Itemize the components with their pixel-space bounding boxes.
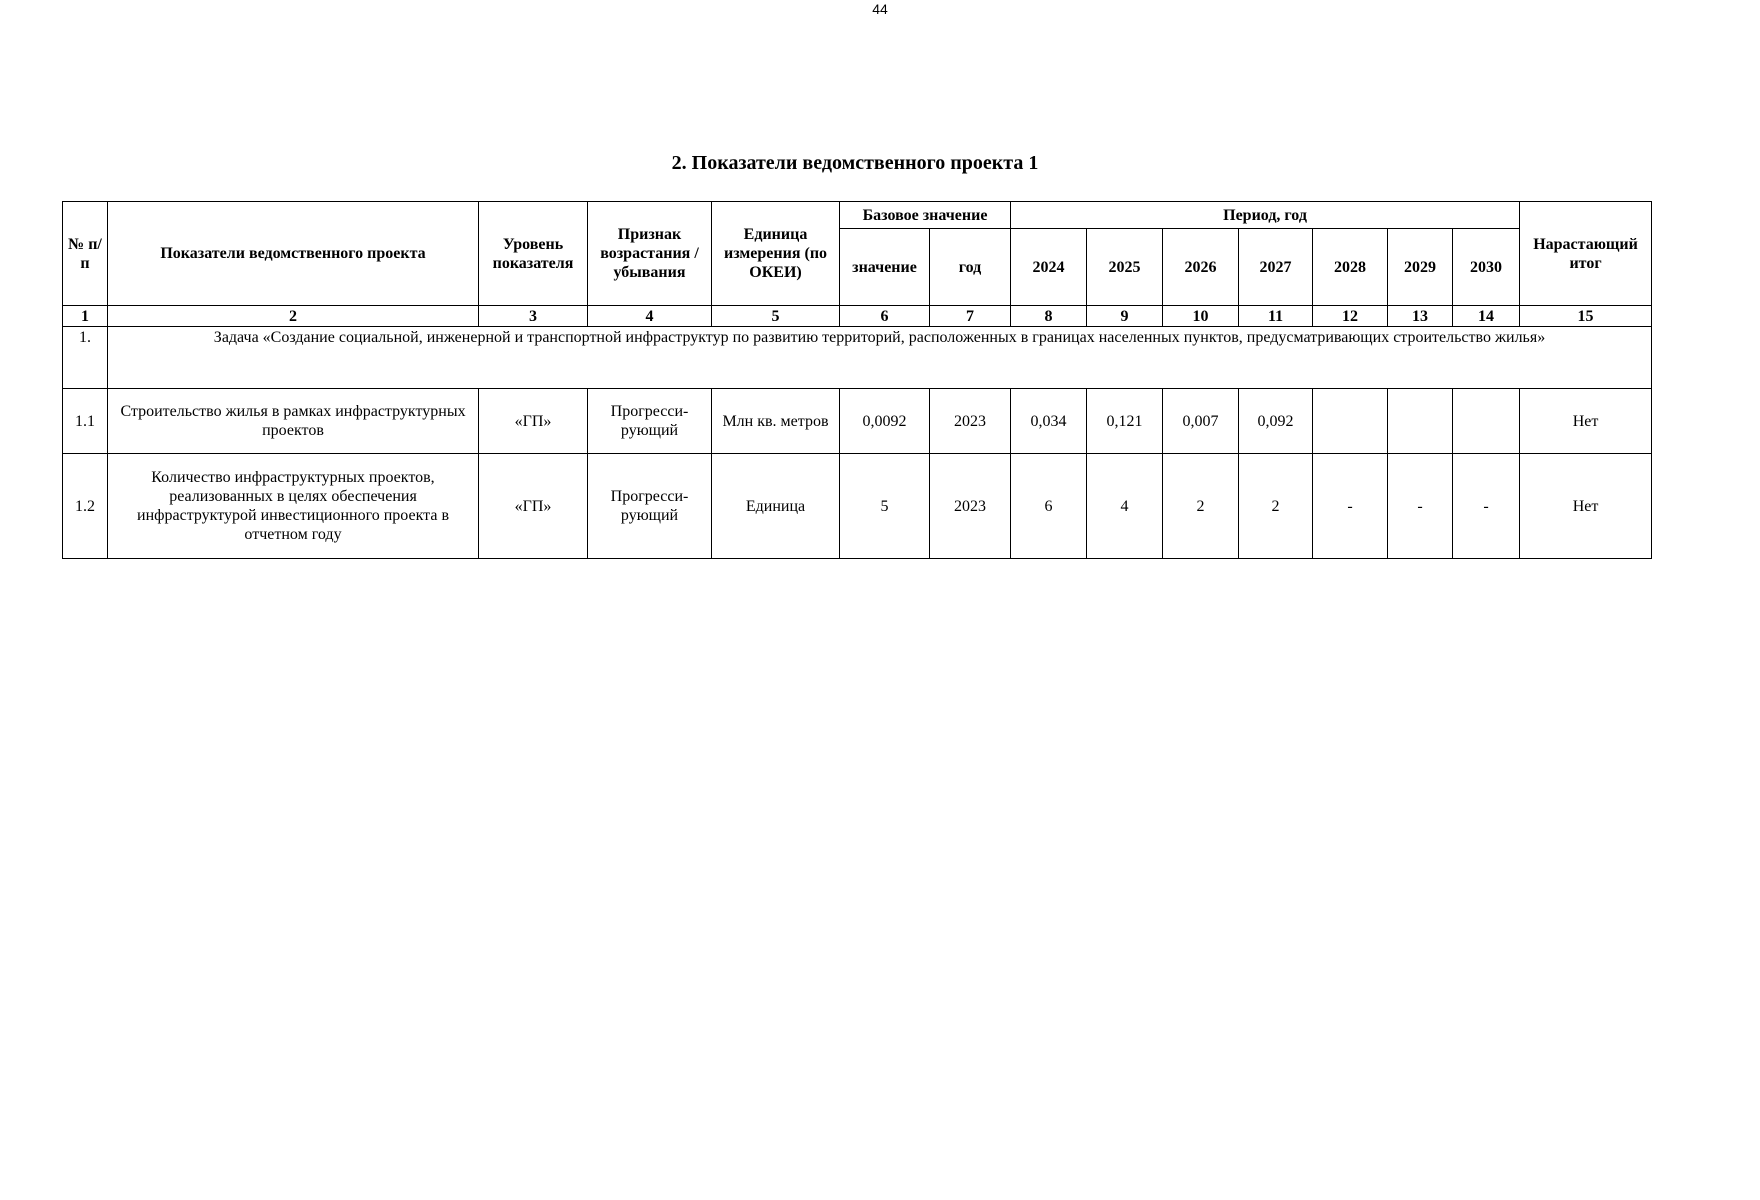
page-number: 44 [872, 1, 888, 17]
indicator-name: Строительство жилья в рамках инфраструктурных проектов [108, 389, 479, 454]
header-period-group: Период, год [1011, 202, 1520, 229]
value-2027: 0,092 [1239, 389, 1313, 454]
header-year-2027: 2027 [1239, 229, 1313, 306]
value-2028: - [1313, 454, 1388, 559]
header-unit: Единица измерения (по ОКЕИ) [712, 202, 840, 306]
column-number: 15 [1520, 306, 1652, 327]
header-year-2028: 2028 [1313, 229, 1388, 306]
indicator-sign: Прогресси-рующий [588, 389, 712, 454]
header-base-value: значение [840, 229, 930, 306]
row-number: 1.2 [63, 454, 108, 559]
column-number-row [63, 306, 1652, 327]
base-value: 5 [840, 454, 930, 559]
cumulative-total: Нет [1520, 454, 1652, 559]
indicator-level: «ГП» [479, 454, 588, 559]
indicators-table [62, 201, 1652, 559]
value-2030: - [1453, 454, 1520, 559]
header-level: Уровень показателя [479, 202, 588, 306]
header-row [63, 202, 1652, 229]
header-year-2029: 2029 [1388, 229, 1453, 306]
table-row [63, 454, 1652, 559]
value-2030 [1453, 389, 1520, 454]
header-year-2024: 2024 [1011, 229, 1087, 306]
value-2027: 2 [1239, 454, 1313, 559]
row-number: 1.1 [63, 389, 108, 454]
base-year: 2023 [930, 389, 1011, 454]
value-2024: 0,034 [1011, 389, 1087, 454]
value-2025: 4 [1087, 454, 1163, 559]
indicator-sign: Прогресси-рующий [588, 454, 712, 559]
header-num: № п/п [63, 202, 108, 306]
column-number: 4 [588, 306, 712, 327]
column-number: 2 [108, 306, 479, 327]
header-base-value-group: Базовое значение [840, 202, 1011, 229]
column-number: 10 [1163, 306, 1239, 327]
indicator-level: «ГП» [479, 389, 588, 454]
header-sign: Признак возрастания / убывания [588, 202, 712, 306]
table-row [63, 389, 1652, 454]
indicator-unit: Млн кв. метров [712, 389, 840, 454]
indicator-unit: Единица [712, 454, 840, 559]
column-number: 9 [1087, 306, 1163, 327]
value-2026: 2 [1163, 454, 1239, 559]
value-2025: 0,121 [1087, 389, 1163, 454]
column-number: 5 [712, 306, 840, 327]
header-indicator: Показатели ведомственного проекта [108, 202, 479, 306]
task-row [63, 327, 1652, 389]
column-number: 6 [840, 306, 930, 327]
header-year-2030: 2030 [1453, 229, 1520, 306]
header-year-2026: 2026 [1163, 229, 1239, 306]
header-base-year: год [930, 229, 1011, 306]
task-number: 1. [63, 327, 108, 389]
column-number: 8 [1011, 306, 1087, 327]
column-number: 12 [1313, 306, 1388, 327]
column-number: 1 [63, 306, 108, 327]
document-title: 2. Показатели ведомственного проекта 1 [671, 152, 1039, 174]
value-2024: 6 [1011, 454, 1087, 559]
cumulative-total: Нет [1520, 389, 1652, 454]
column-number: 11 [1239, 306, 1313, 327]
header-year-2025: 2025 [1087, 229, 1163, 306]
column-number: 3 [479, 306, 588, 327]
column-number: 7 [930, 306, 1011, 327]
column-number: 13 [1388, 306, 1453, 327]
value-2026: 0,007 [1163, 389, 1239, 454]
value-2028 [1313, 389, 1388, 454]
base-value: 0,0092 [840, 389, 930, 454]
column-number: 14 [1453, 306, 1520, 327]
header-cumulative: Нарастающий итог [1520, 202, 1652, 306]
value-2029 [1388, 389, 1453, 454]
indicator-name: Количество инфраструктурных проектов, реализованных в целях обеспечения инфраструктурой инвестиционного проекта в отчетном году [108, 454, 479, 559]
base-year: 2023 [930, 454, 1011, 559]
value-2029: - [1388, 454, 1453, 559]
task-text: Задача «Создание социальной, инженерной и транспортной инфраструктур по развитию территорий, расположенных в границах населенных пунктов, предусматривающих строительство жилья» [108, 327, 1652, 389]
